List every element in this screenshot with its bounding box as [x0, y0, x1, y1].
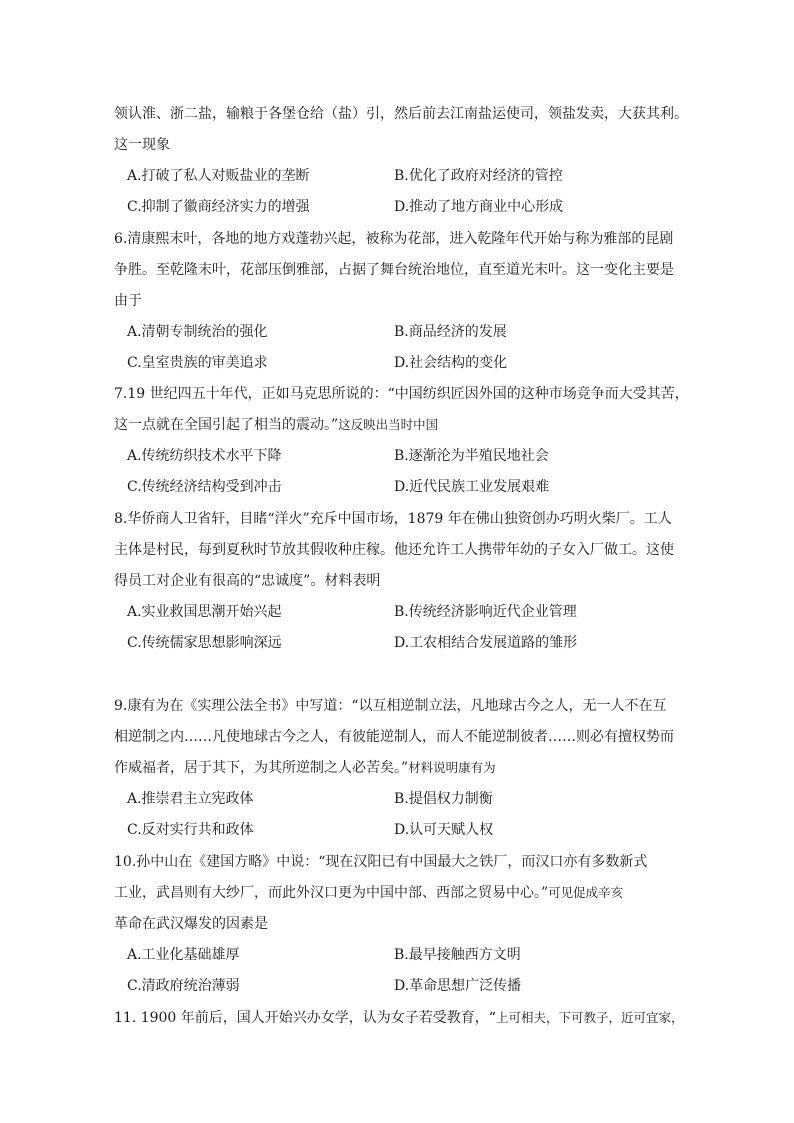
q7-option-b[interactable]: B.逐渐沦为半殖民地社会	[394, 448, 549, 464]
q10-option-c[interactable]: C.清政府统治薄弱	[127, 978, 240, 994]
q8-option-d[interactable]: D.工农相结合发展道路的雏形	[394, 635, 578, 651]
q7-stem-line-2	[114, 415, 694, 435]
q10-option-d[interactable]: D.革命思想广泛传播	[394, 978, 522, 994]
q10-quote-end: 工业，武昌则有大纱厂，而此外汉口更为中国中部、西部之贸易中心。”	[114, 885, 549, 901]
q7-option-d[interactable]: D.近代民族工业发展艰难	[394, 479, 550, 495]
q6-option-d[interactable]: D.社会结构的变化	[394, 355, 508, 371]
q7-option-c[interactable]: C.传统经济结构受到冲击	[127, 479, 282, 495]
q5-option-b[interactable]: B.优化了政府对经济的管控	[394, 168, 563, 184]
q5-option-d[interactable]: D.推动了地方商业中心形成	[394, 199, 564, 215]
q8-option-c[interactable]: C.传统儒家思想影响深远	[127, 635, 282, 651]
q9-option-d[interactable]: D.认可天赋人权	[394, 822, 494, 838]
q6-stem-line-3: 由于	[114, 293, 142, 309]
q6-stem-line-2: 争胜。至乾隆末叶，花部压倒雅部，占据了舞台统治地位，直至道光末叶。这一变化主要是	[114, 262, 674, 278]
q5-stem-line-1: 领认淮、浙二盐，输粮于各堡仓给（盐）引，然后前去江南盐运使司，领盐发卖，大获其利。	[114, 106, 688, 122]
q9-option-a[interactable]: A.推崇君主立宪政体	[127, 791, 254, 807]
q9-option-c[interactable]: C.反对实行共和政体	[127, 822, 254, 838]
q5-stem-line-2: 这一现象	[114, 137, 170, 153]
q9-stem-line-1: 9.康有为在《实理公法全书》中写道：“以互相逆制立法，凡地球古今之人，无一人不在互	[114, 698, 667, 714]
q7-stem-line-1: 7.19 世纪四五十年代，正如马克思所说的：“中国纺织匠因外国的这种市场竞争而大受其苦，	[114, 386, 689, 402]
q9-option-b[interactable]: B.提倡权力制衡	[394, 791, 493, 807]
q6-stem-line-1: 6.清康熙末叶，各地的地方戏蓬勃兴起，被称为花部，进入乾隆年代开始与称为雅部的昆剧	[114, 231, 674, 247]
q11-stem-line-1	[114, 1008, 694, 1028]
q8-stem-line-1: 8.华侨商人卫省轩，目睹“洋火”充斥中国市场，1879 年在佛山独资创办巧明火柴厂。工人	[114, 511, 672, 527]
q11-quote: 上可相夫，下可教子，近可宜家，	[495, 1010, 684, 1025]
q6-option-b[interactable]: B.商品经济的发展	[394, 324, 507, 340]
q8-stem-line-2: 主体是村民，每到夏秋时节放其假收种庄稼。他还允许工人携带年幼的子女入厂做工。这使	[114, 542, 674, 558]
q8-option-a[interactable]: A.实业救国思潮开始兴起	[127, 604, 282, 620]
q7-quote-end: 这一点就在全国引起了相当的震动。”	[114, 417, 339, 433]
q5-option-a[interactable]: A.打破了私人对贩盐业的垄断	[127, 168, 310, 184]
q10-stem-line-3: 革命在武汉爆发的因素是	[114, 916, 268, 932]
q8-stem-line-3: 得员工对企业有很高的“忠诚度”。材料表明	[114, 573, 381, 589]
q7-question: 这反映出当时中国	[338, 417, 439, 432]
q9-stem-line-2: 相逆制之内……凡使地球古今之人，有彼能逆制人，而人不能逆制彼者……则必有擅权势而	[114, 729, 674, 745]
q10-option-b[interactable]: B.最早接触西方文明	[394, 947, 521, 963]
q6-option-a[interactable]: A.清朝专制统治的强化	[127, 324, 268, 340]
q10-stem-line-2	[114, 883, 694, 903]
q10-option-a[interactable]: A.工业化基础雄厚	[127, 947, 240, 963]
q6-option-c[interactable]: C.皇室贵族的审美追求	[127, 355, 268, 371]
q7-option-a[interactable]: A.传统纺织技术水平下降	[127, 448, 282, 464]
q9-stem-line-3	[114, 758, 694, 778]
q8-option-b[interactable]: B.传统经济影响近代企业管理	[394, 604, 577, 620]
q9-quote-end: 作威福者，居于其下，为其所逆制之人必苦矣。”	[114, 760, 409, 776]
q5-option-c[interactable]: C.抑制了徽商经济实力的增强	[127, 199, 310, 215]
q9-question: 材料说明康有为	[408, 760, 496, 775]
q11-text: 11. 1900 年前后，国人开始兴办女学，认为女子若受教育，“	[114, 1010, 496, 1026]
q10-stem-line-1: 10.孙中山在《建国方略》中说：“现在汉阳已有中国最大之铁厂，而汉口亦有多数新式	[114, 854, 648, 870]
q10-question-part: 可见促成辛亥	[548, 885, 624, 900]
